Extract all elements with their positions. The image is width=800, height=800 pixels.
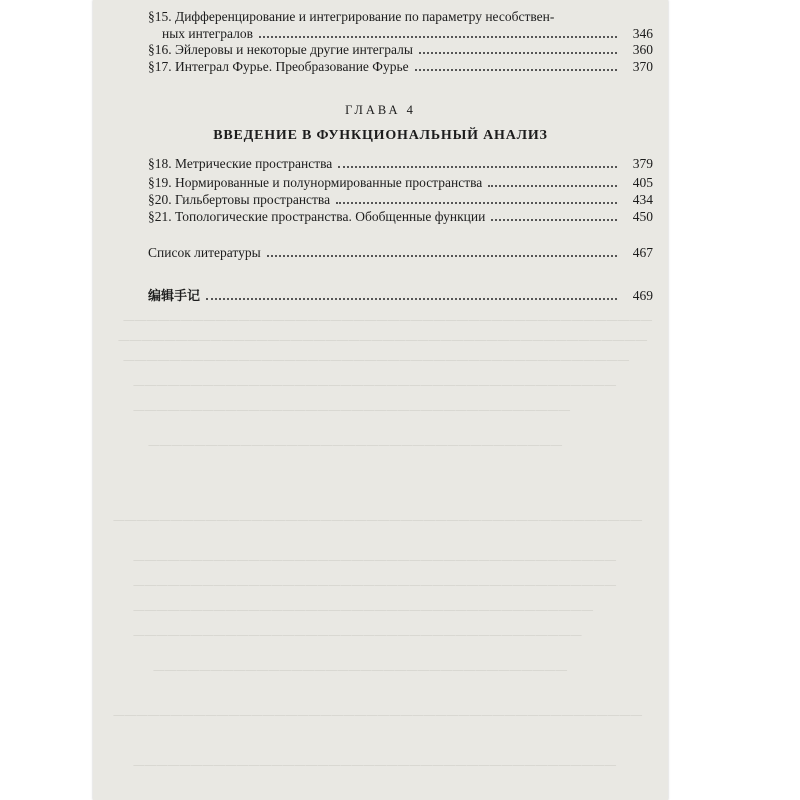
leader-dots	[491, 219, 617, 221]
section-title: Дифференцирование и интегрирование по параметру несобствен-	[175, 9, 555, 24]
section-number: §17.	[148, 59, 172, 74]
leader-dots	[415, 69, 617, 71]
page-number: 469	[632, 288, 653, 303]
leader-dots	[336, 202, 617, 204]
section-number: §19.	[148, 175, 172, 190]
toc-entry-17[interactable]	[148, 58, 653, 75]
section-title: Интеграл Фурье. Преобразование Фурье	[175, 59, 409, 74]
section-title: Нормированные и полунормированные пространства	[175, 175, 483, 190]
page-number: 379	[632, 156, 653, 171]
book-page: —————————————————————————————————————————————— —————————————————————————————————————————————— ———————————————————————————————————————————— —————————————————————————————————————————— —————————————————————————————————————— ———————————————————————————————————— —————————————————————————————————————————————— —————————————————————————————————————————— —————————————————————————————————————————— ———————————————————————————————————————— ——————————————————————————————————————— ———————————————————————————————————— —————————————————————————————————————————————— —————————————————————————————————————————— §15. Дифференцирование и интегрирование по параметру несобствен- ных интегралов 346 §16. Эйлеровы и некоторые другие интегралы 360 §17. Интеграл Фурье. Преобразование Фурье 370 ГЛАВА 4 ВВЕДЕНИЕ В ФУНКЦИОНАЛЬНЫЙ АНАЛИЗ §18. Метрические пространства 379 §19. Нормированные и полунормированные пространства 405 §20. Гильбертовы пространства 434 §21. Топологические пространства. Обобщенные функции 450 Список литературы 467 编辑手记 469	[93, 0, 668, 800]
references-title: Список литературы	[148, 245, 261, 260]
page-number: 405	[632, 175, 653, 190]
editor-notes-title: 编辑手记	[148, 289, 201, 304]
toc-entry-15[interactable]	[148, 8, 653, 42]
chapter-title: ВВЕДЕНИЕ В ФУНКЦИОНАЛЬНЫЙ АНАЛИЗ	[213, 128, 548, 143]
section-title: Топологические пространства. Обобщенные функции	[175, 209, 486, 224]
table-of-contents	[93, 0, 668, 800]
section-title: Метрические пространства	[175, 156, 333, 171]
toc-entry-21[interactable]	[148, 208, 653, 225]
section-number: §18.	[148, 156, 172, 171]
toc-entry-editor-notes[interactable]	[148, 285, 653, 304]
toc-entry-references[interactable]	[148, 245, 653, 261]
section-title: Эйлеровы и некоторые другие интегралы	[175, 42, 413, 57]
section-title-continuation: ных интегралов	[162, 26, 254, 41]
leader-dots	[338, 166, 617, 168]
leader-dots	[267, 255, 617, 257]
section-number: §16.	[148, 42, 172, 57]
leader-dots	[259, 36, 617, 38]
section-number: §21.	[148, 209, 172, 224]
page-number: 346	[632, 26, 653, 41]
page-number: 360	[632, 42, 653, 57]
page-number: 370	[632, 59, 653, 74]
leader-dots	[206, 298, 617, 300]
toc-entry-19[interactable]	[148, 174, 653, 191]
page-number: 467	[632, 245, 653, 260]
section-number: §15.	[148, 9, 172, 24]
toc-entry-20[interactable]	[148, 191, 653, 208]
page-number: 434	[632, 192, 653, 207]
toc-entry-18[interactable]	[148, 155, 653, 172]
page-number: 450	[632, 209, 653, 224]
chapter-label: ГЛАВА 4	[345, 103, 416, 117]
leader-dots	[419, 52, 617, 54]
leader-dots	[488, 185, 617, 187]
toc-entry-16[interactable]	[148, 41, 653, 58]
section-number: §20.	[148, 192, 172, 207]
section-title: Гильбертовы пространства	[175, 192, 331, 207]
